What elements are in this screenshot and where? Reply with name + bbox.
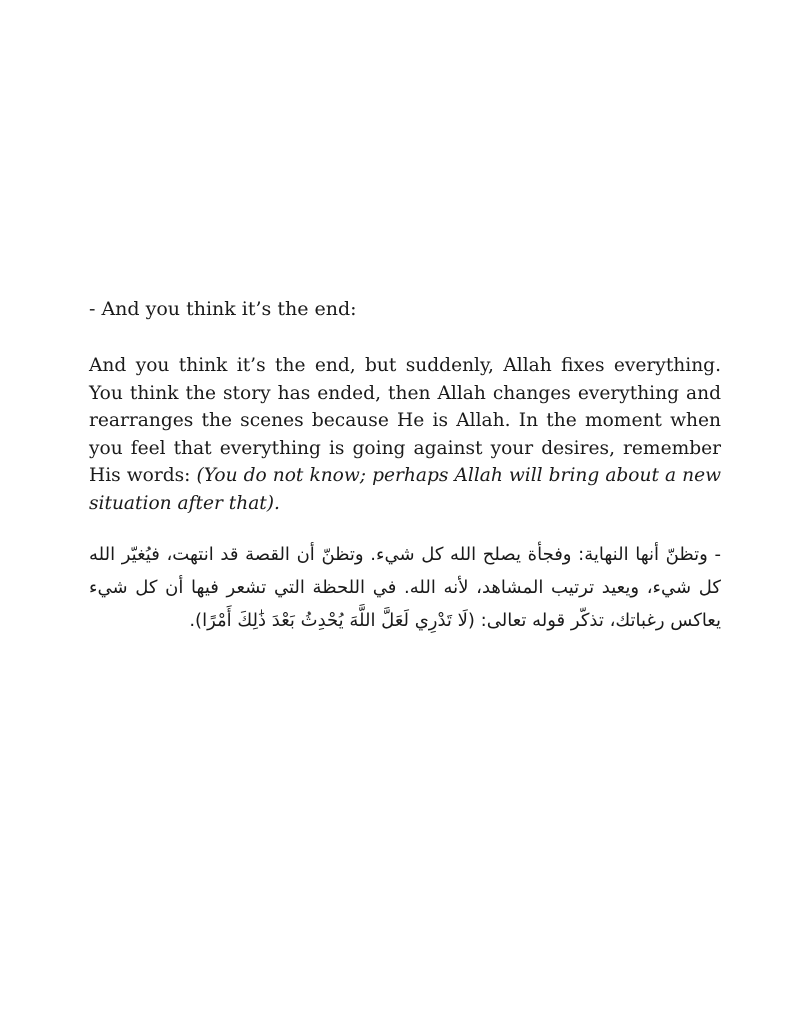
arabic-paragraph: - وتظنّ أنها النهاية: وفجأة يصلح الله كل شيء. وتظنّ أن القصة قد انتهت، فيُغيّر الله كل شيء، ويعيد ترتيب المشاهد، لأنه الله. في اللحظة التي تشعر فيها أن كل شيء يعاكس رغباتك، تذكّر قوله تعالى: (لَا تَدْرِي لَعَلَّ اللَّهَ يُحْدِثُ بَعْدَ ذَٰلِكَ أَمْرًا).	[89, 544, 721, 631]
english-quote-text: (You do not know; perhaps Allah will bring about a new situation after that).	[89, 465, 722, 514]
english-body-text: And you think it’s the end, but suddenly, Allah fixes everything. You think the story has ended, then Allah changes everything and rearranges the scenes because He is Allah. In the moment when you feel that everything is going against your desires, remember His words:	[89, 355, 721, 486]
english-paragraph	[89, 352, 721, 517]
section-heading: - And you think it’s the end:	[89, 298, 357, 320]
